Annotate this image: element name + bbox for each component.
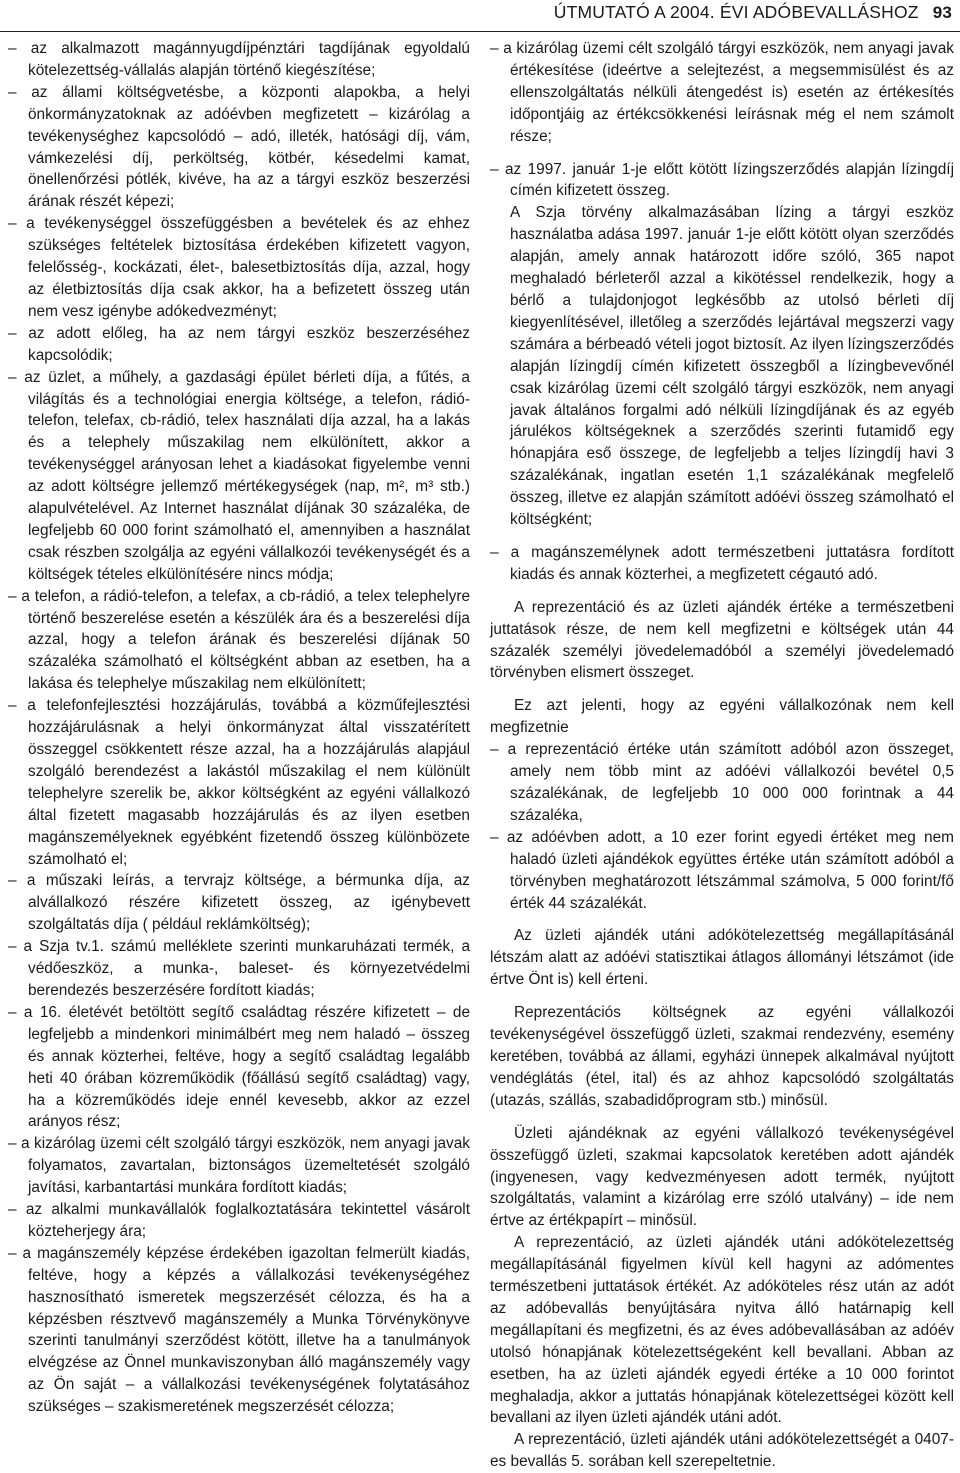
list-item-continuation: A Szja törvény alkalmazásában lízing a tárgyi eszköz használatba adása 1997. január 1-je előtt kötött olyan szerződés alapján, amely annak határozott időre szóló, 365 napot meghaladó bérleteről azzal a kikötéssel rendelkezik, hogy a bérlő a tulajdonjogot legkésőbb az utolsó bérleti díj kiegyenlítésével, illetőleg a szerződés lejártával megszerzi vagy számára a bérbeadó vételi jogot biztosít. Az ilyen lízingszerződés alapján lízingdíj címén kifizetett összegből a lízingbevevőnél csak kizárólag üzemi célt szolgáló tárgyi eszközök, nem anyagi javak általános forgalmi adó nélküli lízingdíjának és az egyéb járulékos költségeknek a szerződés szerinti futamidő egy hónapjára eső összege, de legfeljebb a teljes lízingdíj havi 3 százalékának, ingatlan esetén 1,1 százalékának megfelelő összeg, illetve ez alapján számított adóévi összeg számolható el költségként;: [510, 204, 954, 529]
list-item: – az alkalmazott magánnyugdíjpénztári tagdíjának egyoldalú kötelezettség-vállalás alapján történő kiegészítése;: [8, 40, 470, 79]
page-header: [554, 2, 952, 32]
list-item: – a 16. életévét betöltött segítő családtag részére kifizetett – de legfeljebb a mindenkori minimálbért meg nem haladó – összeg és annak közterhei, feltéve, hogy a segítő családtag legalább heti 40 órában közreműködik (főállású segítő családtag) vagy, ha a közreműködés ideje ennél kevesebb, akkor az ezzel arányos rész;: [8, 1003, 470, 1131]
paragraph: A reprezentáció, üzleti ajándék utáni adókötelezettségét a 0407-es bevallás 5. sorában kell szerepeltetnie.: [490, 1431, 954, 1471]
list-item: – a magánszemélynek adott természetbeni juttatásra fordított kiadás és annak közterhei, a megfizetett cégautó adó.: [490, 543, 954, 583]
list-item: – a magánszemély képzése érdekében igazoltan felmerült kiadás, feltéve, hogy a képzés a vállalkozási tevékenységéhez hasznosítható ismeretek megszerzését célozza, és ha a képzésben résztvevő magánszemély a Munka Törvénykönyve szerinti tanulmányi szerződést kötött, illetve ha a tanulmányok elvégzése az Önnel munkaviszonyban álló magánszemély vagy az Ön saját – a vállalkozási tevékenységének folytatásához szükséges – szakismeretének megszerzését célozza;: [8, 1244, 470, 1416]
page-number: 93: [932, 3, 952, 22]
list-item: – a telefon, a rádió-telefon, a telefax, a cb-rádió, a telex telephelyre történő beszerelése esetén a készülék ára és a beszerelési díja azzal, hogy a telefon árának és beszerelési díjának 50 százaléka számolható el költségként abban az esetben, ha a lakása és telephelye műszakilag nem elkülönített;: [8, 587, 470, 693]
list-item: – az 1997. január 1-je előtt kötött lízingszerződés alapján lízingdíj címén kifizetett összeg.: [490, 160, 954, 200]
paragraph: Az üzleti ajándék utáni adókötelezettség megállapításánál létszám alatt az adóévi statisztikai átlagos állományi létszámot (ide értve Önt is) kell érteni.: [490, 927, 954, 989]
paragraph: Ez azt jelenti, hogy az egyéni vállalkozónak nem kell megfizetnie: [490, 697, 954, 737]
paragraph: A reprezentáció és az üzleti ajándék értéke a természetbeni juttatások része, de nem kell megfizetni e költségek után 44 százalék személyi jövedelemadóból a személyi jövedelemadó törvényben elismert összeget.: [490, 598, 954, 682]
list-item: – a telefonfejlesztési hozzájárulás, továbbá a közműfejlesztési hozzájárulásnak a helyi önkormányzat által visszatérített összeggel csökkentett része azzal, ha a hozzájárulás alapjául szolgáló berendezést a lakástól műszakilag el nem különült telephelyre szerelik be, akkor költségként az egyéni vállalkozó által fizetett magasabb hozzájárulás és az ilyen esetben magánszemélyeknek egyébként fizetendő összeg különbözete számolható el;: [8, 697, 470, 868]
list-item: – az adóévben adott, a 10 ezer forint egyedi értéket meg nem haladó üzleti ajándékok együttes értéke után számított adóból a törvényben meghatározott létszámmal számolva, 5 000 forint/fő érték 44 százalékát.: [490, 828, 954, 912]
paragraph: Reprezentációs költségnek az egyéni vállalkozói tevékenységével összefüggő üzleti, szakmai rendezvény, esemény keretében, továbbá az állami, egyházi ünnepek alkalmával nyújtott vendéglátás (étel, ital) és az ahhoz kapcsolódó szolgáltatás (utazás, szállás, szabadidőprogram stb.) minősül.: [490, 1004, 954, 1109]
list-item: – az üzlet, a műhely, a gazdasági épület bérleti díja, a fűtés, a világítás és a technológiai energia költsége, a telefon, rádió-telefon, telefax, cb-rádió, telex használati díja azzal, ha a lakás és a telephely műszakilag nem elkülönített, akkor a tevékenységgel arányosan lehet a kiadásokat figyelembe venni az adott költségre jellemző mértékegységek (nap, m², m³ stb.) alapulvételével. Az Internet használat díjának 30 százaléka, de legfeljebb 60 000 forint számolható el, amennyiben a használat csak részben szolgálja az egyéni vállalkozói tevékenységét és a költségek tételes elkülönítésére nincs módja;: [8, 368, 470, 583]
list-item: – az alkalmi munkavállalók foglalkoztatására tekintettel vásárolt közteherjegy ára;: [8, 1201, 470, 1240]
list-item: – az állami költségvetésbe, a központi alapokba, a helyi önkormányzatoknak az adóévben megfizetett – kizárólag a tevékenységhez kapcsolódó – adó, illeték, hatósági díj, vám, vámkezelési díj, perköltség, kötbér, késedelmi kamat, önellenőrzési pótlék, kivéve, ha az a tárgyi eszköz beszerzési árának részét képezi;: [8, 83, 470, 211]
list-item: – a kizárólag üzemi célt szolgáló tárgyi eszközök, nem anyagi javak folyamatos, zavartalan, biztonságos üzemeltetését szolgáló javítási, karbantartási munkára fordított kiadás;: [8, 1135, 470, 1197]
paragraph: Üzleti ajándéknak az egyéni vállalkozó tevékenységével összefüggő üzleti, szakmai kapcsolatok keretében adott ajándék (ingyenesen, vagy kedvezményesen adott termék, nyújtott szolgáltatás, valamint a kizárólag erre szóló utalvány) – ide nem értve az értékpapírt – minősül.: [490, 1124, 954, 1230]
list-item: – a kizárólag üzemi célt szolgáló tárgyi eszközök, nem anyagi javak értékesítése (ideértve a selejtezést, a megsemmisülést és az ellenszolgáltatás nélküli átengedést is) esetén az értékesítés időpontjáig az értékcsökkenési leírásnak még el nem számolt része;: [490, 40, 954, 145]
paragraph: A reprezentáció, az üzleti ajándék utáni adókötelezettség megállapításánál figyelmen kívül kell hagyni az adómentes természetbeni juttatások értékét. Az adóköteles rész után az adót az adóbevallás benyújtására nyitva álló határnapig kell megállapítani és megfizetni, és az éves adóbevallásában az adóév utolsó hónapjának kötelezettségeként kell bevallani. Abban az esetben, ha az üzleti ajándék egyedi értéke a 10 000 forintot meghaladja, akkor a juttatás hónapjának kötelezettségei között kell bevallani az ilyen üzleti ajándék utáni adót.: [490, 1234, 954, 1427]
list-item: – a Szja tv.1. számú melléklete szerinti munkaruházati termék, a védőeszköz, a munka-, baleset- és környezetvédelmi berendezés beszerzésére fordított kiadás;: [8, 938, 470, 999]
list-item: – a műszaki leírás, a tervrajz költsége, a bérmunka díja, az alvállalkozó részére kifizetett összeg, az igénybevett szolgáltatás díja ( például reklámköltség);: [8, 872, 470, 934]
list-item: – a tevékenységgel összefüggésben a bevételek és az ehhez szükséges feltételek biztosítása érdekében kifizetett vagyon, felelősség-, kockázati, élet-, balesetbiztosítás díja, azzal, hogy az életbiztosítás díja csak akkor, ha a befizetett összeg után nem vesz igénybe adókedvezményt;: [8, 215, 470, 320]
left-column: [8, 38, 470, 1418]
running-title: ÚTMUTATÓ A 2004. ÉVI ADÓBEVALLÁSHOZ: [553, 2, 919, 22]
header-rule: [0, 31, 960, 32]
right-column: [490, 38, 954, 1473]
list-item: – a reprezentáció értéke után számított adóból azon összeget, amely nem több mint az adóévi vállalkozói bevétel 0,5 százalékának, de legfeljebb 10 000 000 forintnak a 44 százaléka,: [490, 741, 954, 824]
list-item: – az adott előleg, ha az nem tárgyi eszköz beszerzéséhez kapcsolódik;: [8, 324, 470, 364]
